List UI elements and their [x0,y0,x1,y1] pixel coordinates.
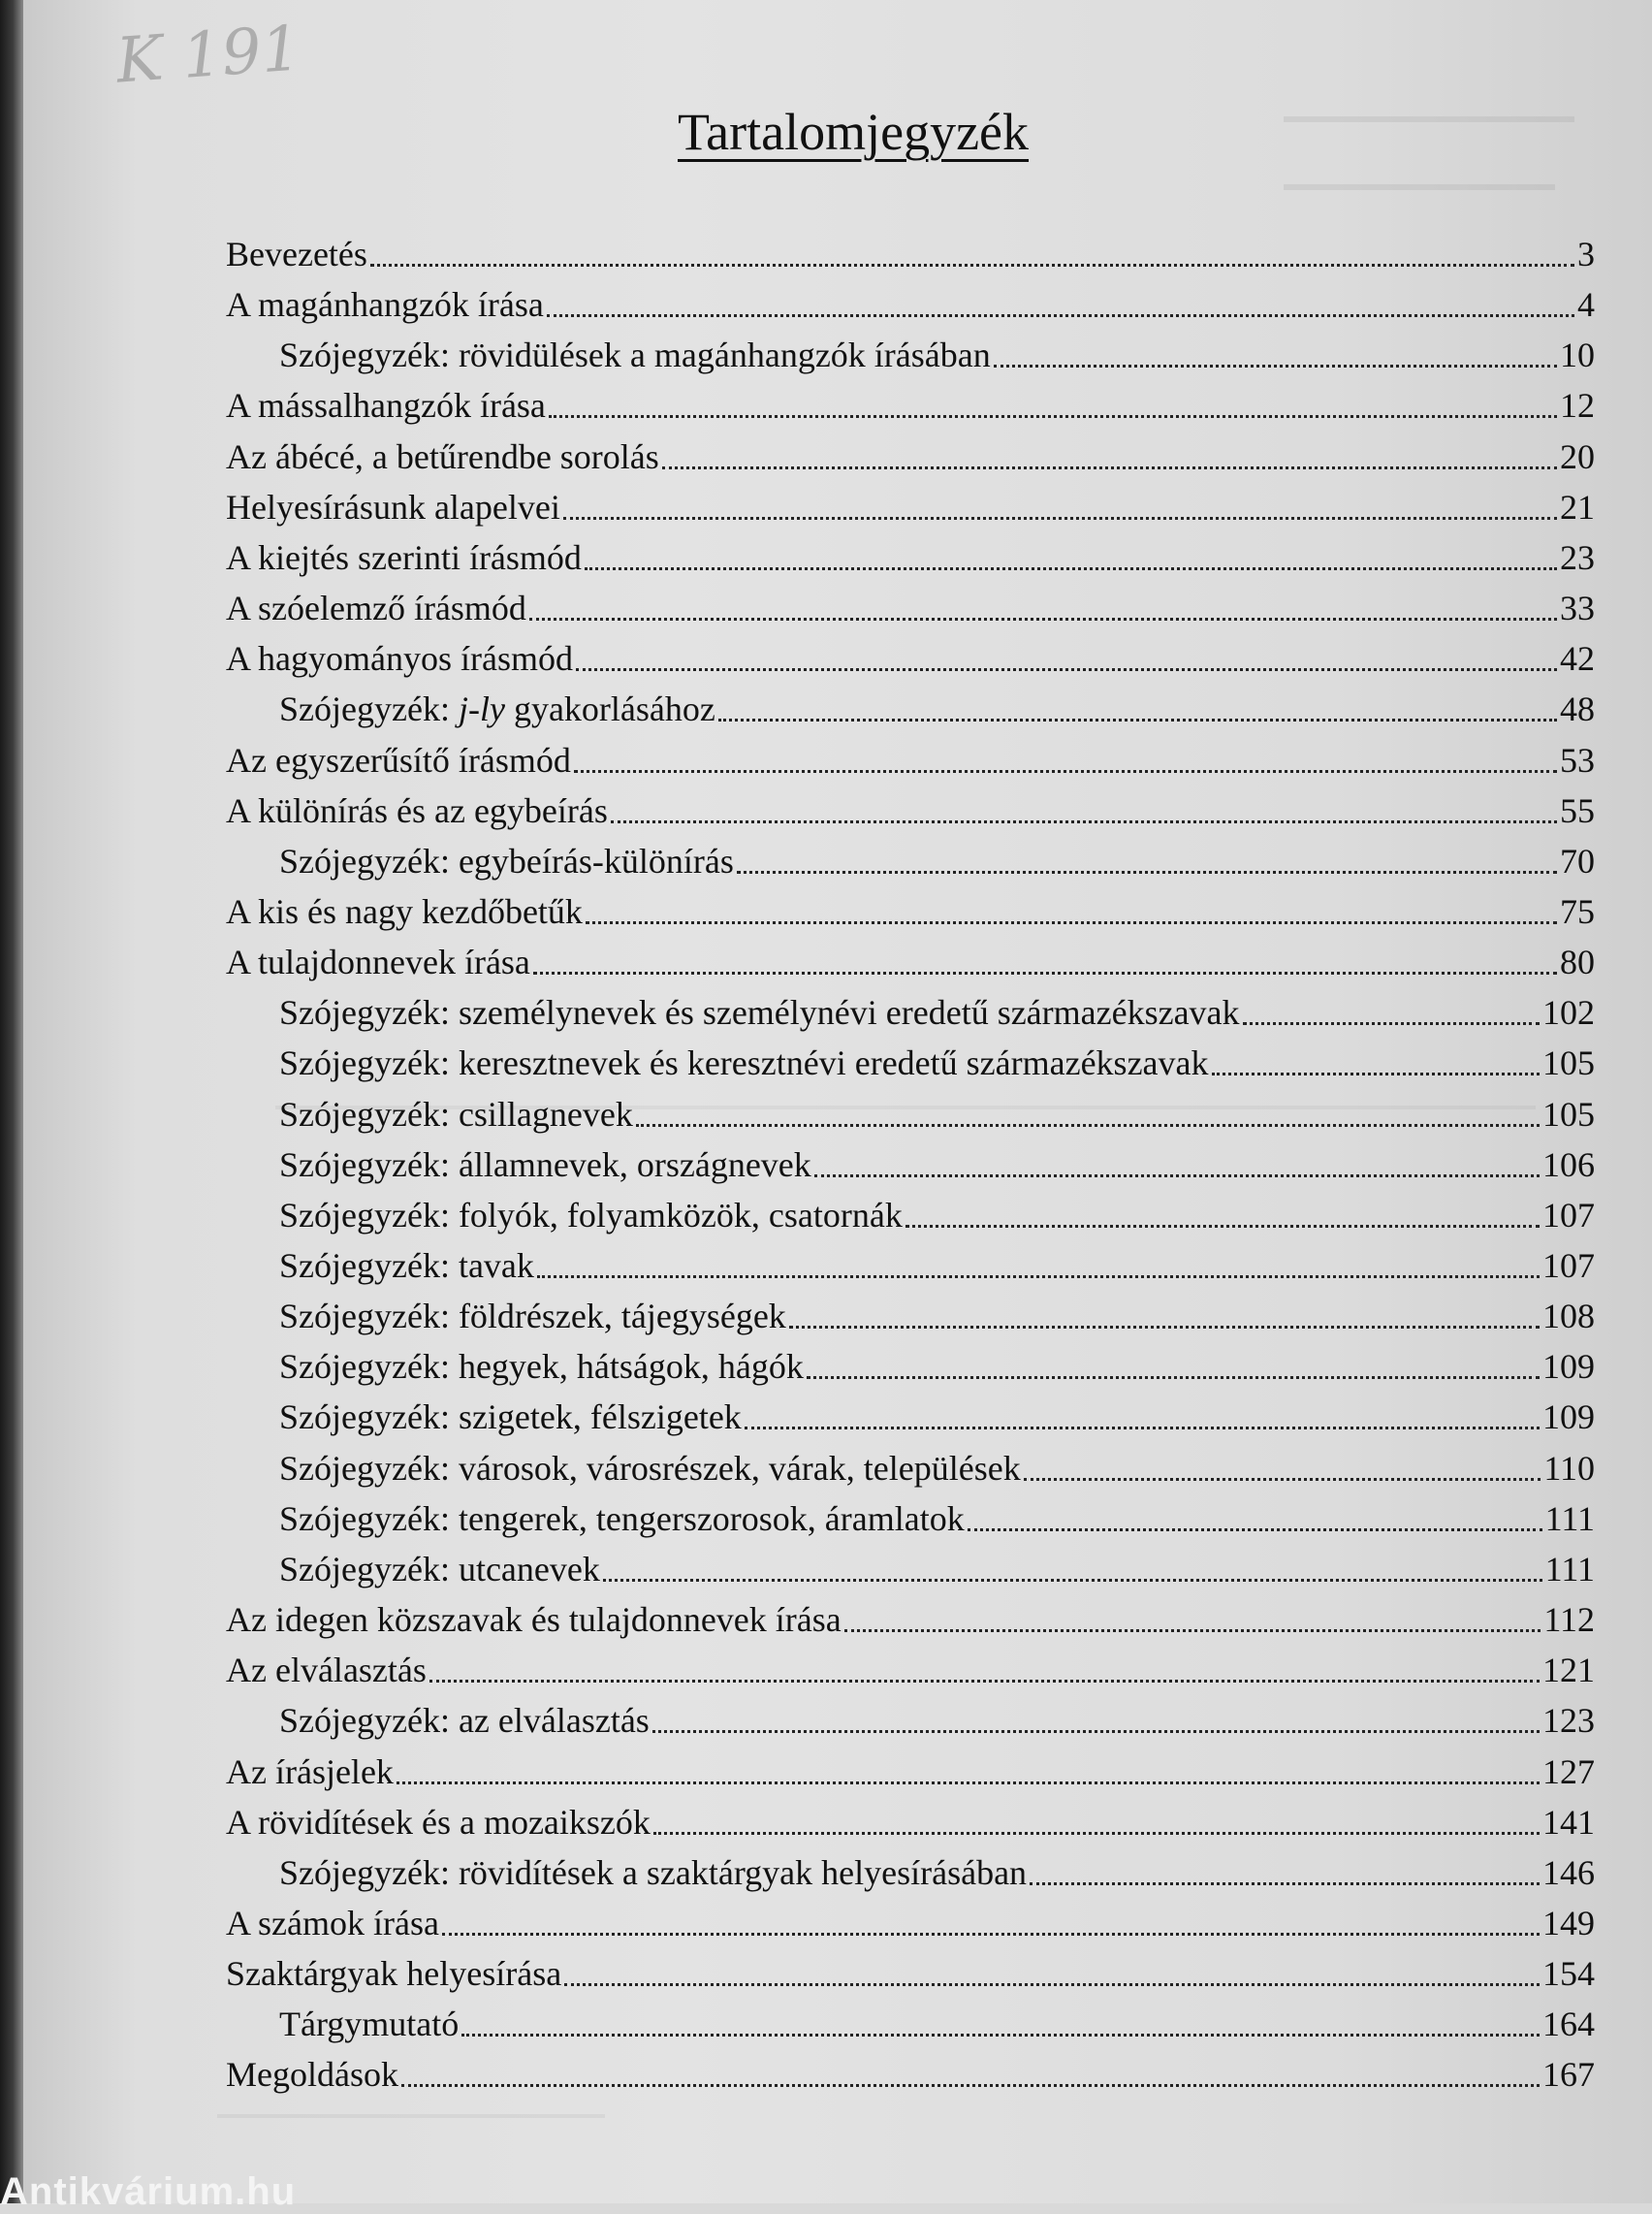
toc-entry [226,1587,1595,1640]
dot-leader [549,415,1557,418]
toc-entry [226,1637,1595,1690]
toc-page-number: 12 [1560,386,1595,426]
dot-leader [586,921,1557,924]
dot-leader [718,719,1557,722]
dot-leader [461,2034,1540,2037]
toc-page-number: 55 [1560,790,1595,830]
toc-entry-label: A számok írása [226,1903,439,1942]
toc-entry [226,879,1595,929]
dot-leader [576,668,1557,671]
toc-page-number: 80 [1560,943,1595,982]
toc-entry-label: Szójegyzék: egybeírás-különírás [279,841,734,881]
toc-entry-label: A különírás és az egybeírás [226,790,608,830]
toc-page-number: 23 [1560,537,1595,577]
toc-entry-label: Szaktárgyak helyesírása [226,1954,562,1994]
toc-entry-label: Szójegyzék: szigetek, félszigetek [279,1397,742,1437]
toc-page-number: 3 [1577,235,1595,273]
toc-page-number: 127 [1542,1751,1595,1791]
toc-page-number: 109 [1542,1347,1595,1387]
dot-leader [1243,1022,1540,1025]
dot-leader [547,314,1574,317]
toc-entry-label: Szójegyzék: rövidülések a magánhangzók írásában [279,336,991,375]
dot-leader [807,1376,1540,1379]
toc-entry [279,1233,1595,1283]
toc-page-number: 164 [1542,2005,1595,2044]
toc-entry-label: Szójegyzék: tengerek, tengerszorosok, áramlatok [279,1498,965,1538]
toc-entry-label: A szóelemző írásmód [226,589,526,628]
toc-entry [226,1941,1595,1994]
toc-page-number: 154 [1542,1954,1595,1994]
dot-leader [789,1326,1540,1329]
toc-entry-label: Szójegyzék: j-ly gyakorlásához [279,690,715,729]
toc-entry-label: A kis és nagy kezdőbetűk [226,891,583,931]
dot-leader [844,1629,1541,1632]
dot-leader [662,466,1557,469]
toc-entry [226,626,1595,679]
dot-leader [1212,1073,1541,1075]
dot-leader [994,365,1557,368]
toc-entry-label: A mássalhangzók írása [226,386,546,426]
toc-entry-label: Az ábécé, a betűrendbe sorolás [226,436,659,476]
toc-entry-label: Szójegyzék: folyók, folyamközök, csatornák [279,1195,903,1235]
toc-entry-label: Szójegyzék: csillagnevek [279,1094,633,1134]
toc-entry-label: Helyesírásunk alapelvei [226,487,560,527]
toc-entry [226,221,1595,272]
dot-leader [1024,1478,1541,1481]
toc-entry [279,1991,1595,2044]
toc-page-number: 146 [1542,1852,1595,1892]
toc-entry-label: Szójegyzék: személynevek és személynévi eredetű származékszavak [279,993,1240,1033]
toc-entry [279,1132,1595,1182]
toc-entry [226,1890,1595,1941]
dot-leader [529,618,1557,621]
toc-entry [226,372,1595,426]
toc-entry [226,778,1595,828]
toc-entry-label: A rövidítések és a mozaikszók [226,1802,651,1842]
toc-entry-label: Szójegyzék: államnevek, országnevek [279,1144,811,1184]
toc-entry [226,272,1595,325]
toc-entry [226,575,1595,626]
toc-page-number: 108 [1542,1297,1595,1336]
toc-entry-label: Az elválasztás [226,1651,427,1690]
toc-page-number: 102 [1542,993,1595,1033]
dot-leader [574,770,1557,773]
dot-leader [585,567,1557,570]
toc-entry-label: Megoldások [226,2055,398,2095]
toc-page-number: 149 [1542,1903,1595,1942]
dot-leader [442,1933,1540,1936]
toc-page-number: 75 [1560,891,1595,931]
toc-entry-label: Az idegen közszavak és tulajdonnevek írása [226,1600,842,1640]
toc-entry-label: Szójegyzék: rövidítések a szaktárgyak helyesírásában [279,1852,1028,1892]
dot-leader [603,1579,1542,1582]
toc-entry [226,525,1595,575]
dot-leader [563,517,1557,520]
toc-page-number: 21 [1560,487,1595,527]
toc-entry-label: A tulajdonnevek írása [226,943,530,982]
toc-page-number: 70 [1560,841,1595,881]
toc-page-number: 167 [1542,2055,1595,2095]
toc-entry [279,1081,1595,1132]
toc-page-number: 20 [1560,436,1595,476]
dot-leader [745,1427,1540,1429]
dot-leader [814,1174,1540,1177]
toc-entry-label: Szójegyzék: hegyek, hátságok, hágók [279,1347,804,1387]
toc-entry-label: A kiejtés szerinti írásmód [226,537,582,577]
toc-entry [279,1182,1595,1233]
dot-leader [652,1730,1540,1733]
toc-entry-label: Szójegyzék: tavak [279,1246,534,1285]
toc-entry [279,1384,1595,1437]
dot-leader [737,871,1557,874]
toc-page-number: 4 [1577,285,1595,325]
toc-entry [279,676,1595,729]
page-title: Tartalomjegyzék [677,103,1030,161]
toc-entry-label: Szójegyzék: az elválasztás [279,1701,650,1741]
toc-entry [279,979,1595,1033]
toc-page-number: 141 [1542,1802,1595,1842]
toc-page-number: 107 [1542,1246,1595,1285]
toc-entry-label: Szójegyzék: földrészek, tájegységek [279,1297,786,1336]
dot-leader [653,1832,1540,1835]
toc-entry [279,1333,1595,1387]
toc-entry [226,474,1595,525]
handwritten-note: K 191 [113,13,303,98]
toc-entry [279,1486,1595,1536]
toc-entry [226,2041,1595,2095]
toc-entry [279,1840,1595,1890]
toc-page-number: 53 [1560,740,1595,780]
toc-entry-label: Az egyszerűsítő írásmód [226,740,571,780]
toc-entry [279,1030,1595,1083]
dot-leader [1030,1882,1540,1885]
toc-entry [279,1536,1595,1587]
book-spine-shadow [0,0,23,2203]
toc-page-number: 107 [1542,1195,1595,1235]
toc-entry [279,1283,1595,1336]
toc-entry [226,727,1595,778]
toc-page-number: 110 [1543,1448,1595,1488]
toc-page-number: 123 [1542,1701,1595,1741]
toc-page-number: 121 [1542,1651,1595,1690]
toc-entry [226,1739,1595,1789]
dot-leader [533,972,1557,975]
toc-page-number: 10 [1560,336,1595,375]
toc-page-number: 111 [1544,1549,1595,1588]
toc-page-number: 105 [1542,1043,1595,1083]
dot-leader [401,2084,1540,2087]
dot-leader [537,1275,1540,1278]
watermark: Antikvárium.hu [0,2170,297,2213]
toc-page-number: 42 [1560,639,1595,679]
toc-entry [279,1435,1595,1486]
toc-entry [226,424,1595,474]
dot-leader [429,1680,1540,1683]
toc-entry-label: Szójegyzék: keresztnevek és keresztnévi eredetű származékszavak [279,1043,1209,1083]
toc-entry-label: A hagyományos írásmód [226,639,573,679]
toc-entry [226,1789,1595,1840]
toc-entry-label: Bevezetés [226,235,367,273]
toc-entry [226,929,1595,982]
toc-entry [279,1687,1595,1741]
dot-leader [905,1225,1540,1228]
toc-page-number: 48 [1560,690,1595,729]
toc-entry [279,828,1595,879]
dot-leader [370,264,1574,267]
dot-leader [636,1124,1540,1127]
toc-entry-label: Szójegyzék: városok, városrészek, várak, települések [279,1448,1021,1488]
toc-entry-label: Tárgymutató [279,2005,460,2044]
dot-leader [564,1983,1540,1986]
dot-leader [611,820,1557,823]
toc-entry-label: Az írásjelek [226,1751,394,1791]
toc-page-number: 111 [1544,1498,1595,1538]
toc-page-number: 33 [1560,589,1595,628]
toc-entry-label: Szójegyzék: utcanevek [279,1549,600,1588]
toc-page-number: 112 [1543,1600,1595,1640]
toc-entry [279,322,1595,375]
dot-leader [397,1781,1540,1784]
dot-leader [968,1528,1542,1531]
toc-page-number: 109 [1542,1397,1595,1437]
toc-page-number: 106 [1542,1144,1595,1184]
toc-page-number: 105 [1542,1094,1595,1134]
toc-entry-label: A magánhangzók írása [226,285,544,325]
